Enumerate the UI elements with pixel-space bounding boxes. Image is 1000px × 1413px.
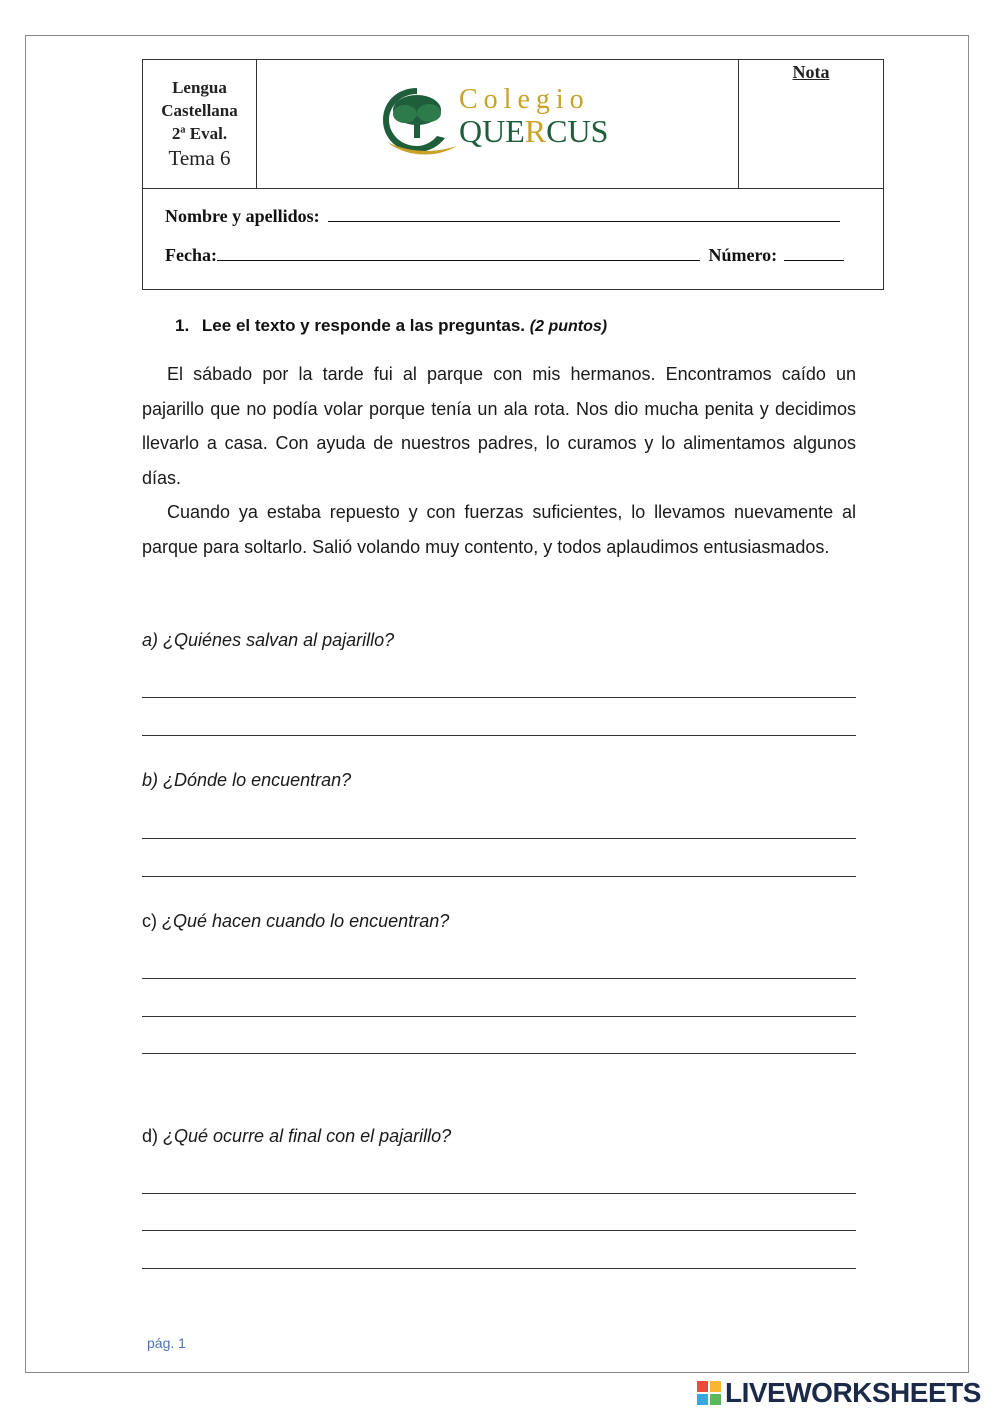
header-divider bbox=[143, 188, 883, 189]
answer-line[interactable] bbox=[142, 1230, 856, 1231]
header-table bbox=[142, 59, 884, 290]
name-label: Nombre y apellidos: bbox=[165, 206, 320, 226]
question-letter: c) bbox=[142, 911, 157, 931]
grade-cell bbox=[738, 60, 883, 188]
answer-line[interactable] bbox=[142, 1268, 856, 1269]
question-d bbox=[142, 1126, 451, 1147]
oak-tree-icon bbox=[383, 88, 457, 155]
name-input-line[interactable] bbox=[328, 205, 840, 222]
question-text: ¿Qué hacen cuando lo encuentran? bbox=[162, 911, 450, 931]
exercise-points: (2 puntos) bbox=[529, 318, 608, 335]
question-letter: d) bbox=[142, 1126, 159, 1146]
logo-word-colegio: Colegio bbox=[459, 84, 590, 115]
subject-line-2: Castellana bbox=[161, 101, 238, 120]
date-input-line[interactable] bbox=[217, 244, 700, 261]
subject-line-4: Tema 6 bbox=[168, 146, 231, 170]
subject-cell bbox=[143, 60, 257, 188]
date-field-row bbox=[165, 244, 844, 266]
question-b bbox=[142, 770, 351, 791]
answer-line[interactable] bbox=[142, 1053, 856, 1054]
logo-word-quercus: QUERCUS bbox=[459, 113, 609, 149]
answer-line[interactable] bbox=[142, 1193, 856, 1194]
question-text: ¿Dónde lo encuentran? bbox=[163, 770, 352, 790]
question-text: ¿Qué ocurre al final con el pajarillo? bbox=[163, 1126, 452, 1146]
exercise-title bbox=[175, 316, 607, 336]
subject-line-3: 2ª Eval. bbox=[171, 124, 228, 143]
subject-line-1: Lengua bbox=[172, 78, 227, 97]
brand-text: LIVEWORKSHEETS bbox=[725, 1377, 981, 1408]
number-input-line[interactable] bbox=[784, 244, 844, 261]
exercise-instruction: Lee el texto y responde a las preguntas. bbox=[201, 316, 526, 335]
logo-cell bbox=[257, 60, 738, 188]
school-logo bbox=[377, 80, 627, 160]
answer-line[interactable] bbox=[142, 838, 856, 839]
answer-line[interactable] bbox=[142, 697, 856, 698]
answer-line[interactable] bbox=[142, 1016, 856, 1017]
grade-label: Nota bbox=[792, 62, 830, 82]
date-label: Fecha: bbox=[165, 245, 217, 265]
question-a bbox=[142, 630, 394, 651]
brand-watermark bbox=[697, 1378, 981, 1408]
question-letter: a) bbox=[142, 630, 159, 650]
page-number: pág. 1 bbox=[147, 1335, 186, 1351]
reading-paragraph-1: El sábado por la tarde fui al parque con mis hermanos. Encontramos caído un pajarillo que no podía volar porque tenía un ala rota. Nos dio mucha penita y decidimos llevarlo a casa. Con ayuda de nuestros padres, lo curamos y lo alimentamos algunos días. bbox=[142, 364, 856, 488]
question-letter: b) bbox=[142, 770, 159, 790]
answer-line[interactable] bbox=[142, 978, 856, 979]
number-label: Número: bbox=[708, 245, 778, 265]
question-c bbox=[142, 911, 449, 932]
name-field-row bbox=[165, 205, 840, 227]
answer-line[interactable] bbox=[142, 876, 856, 877]
answer-line[interactable] bbox=[142, 735, 856, 736]
liveworksheets-logo-icon bbox=[697, 1381, 721, 1405]
reading-paragraph-2: Cuando ya estaba repuesto y con fuerzas suficientes, lo llevamos nuevamente al parque para soltarlo. Salió volando muy contento, y todos aplaudimos entusiasmados. bbox=[142, 502, 856, 557]
question-text: ¿Quiénes salvan al pajarillo? bbox=[163, 630, 395, 650]
reading-text bbox=[142, 357, 856, 565]
exercise-number: 1. bbox=[175, 316, 190, 335]
